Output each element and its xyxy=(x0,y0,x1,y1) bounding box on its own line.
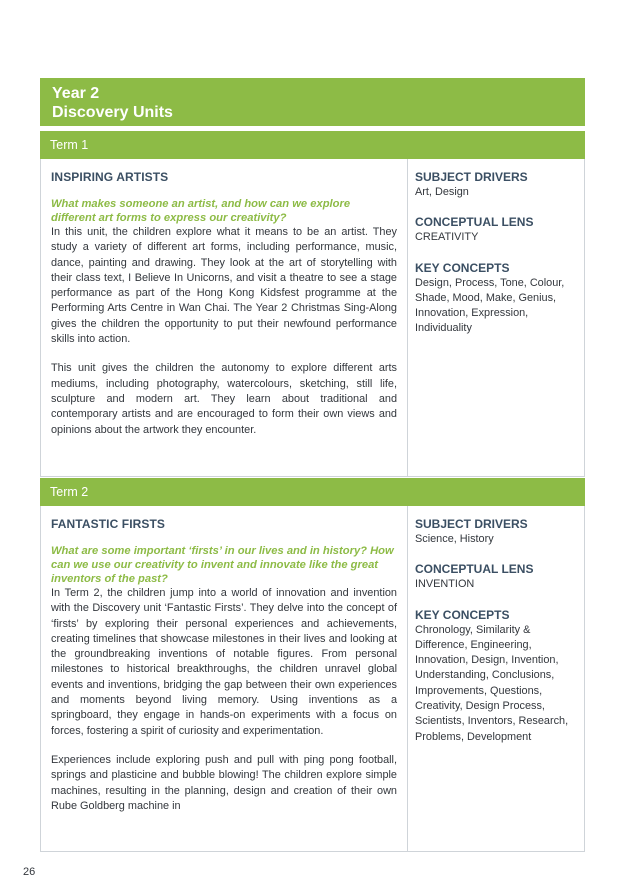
term2-details xyxy=(415,516,580,759)
term2-panel xyxy=(40,506,585,852)
term1-description xyxy=(51,169,397,438)
term2-description xyxy=(51,516,397,814)
column-divider xyxy=(407,159,408,476)
subject-drivers-heading: SUBJECT DRIVERS xyxy=(415,170,528,184)
subject-drivers: Art, Design xyxy=(415,186,469,198)
unit-paragraph-1: In this unit, the children explore what it means to be an artist. They study a variety of different art forms, including performance, music, dance, painting and drawing. They look at the art of storytelling with their class text, I Believe In Unicorns, and visit a theatre to see a stage performance as part of the Hong Kong Kidsfest programme at the Performing Arts Centre in Wan Chai. The Year 2 Christmas Sing-Along gives the children the opportunity to put their newfound performance skills into action. xyxy=(51,226,397,346)
unit-title: INSPIRING ARTISTS xyxy=(51,170,169,184)
unit-question: What are some important ‘firsts’ in our lives and in history? How can we use our creativity to invent and innovate like the great inventors of the past? xyxy=(51,545,394,585)
subject-drivers: Science, History xyxy=(415,533,494,545)
term1-panel xyxy=(40,159,585,477)
conceptual-lens-heading: CONCEPTUAL LENS xyxy=(415,562,534,577)
conceptual-lens: CREATIVITY xyxy=(415,231,479,244)
page-number: 26 xyxy=(23,866,36,878)
column-divider xyxy=(407,506,408,851)
key-concepts: Chronology, Similarity & Difference, Engineering, Innovation, Design, Invention, Understanding, Conclusions, Improvements, Questions, Creativity, Design Process, Scientists, Inventors, Research, Problems, Development xyxy=(415,623,569,743)
conceptual-lens: INVENTION xyxy=(415,578,475,591)
conceptual-lens-heading: CONCEPTUAL LENS xyxy=(415,215,534,230)
unit-paragraph-1: In Term 2, the children jump into a world of innovation and invention with the Discovery unit ‘Fantastic Firsts’. They delve into the concept of ‘firsts’ by exploring their personal experiences and achievements, creating timelines that showcase milestones in their lives and looking at the groundbreaking inventions of notable figures. From personal milestones to historical breakthroughs, the children unravel global events and inventions, bridging the gap between their own experiences and moments beyond living memory. Using inventions as a springboard, they engage in hands-on experiments with a focus on forces, fostering a spirit of curiosity and experimentation. xyxy=(51,587,397,737)
key-concepts: Design, Process, Tone, Colour, Shade, Mood, Make, Genius, Innovation, Expression, Individuality xyxy=(415,276,565,335)
unit-question: What makes someone an artist, and how can we explore different art forms to express our creativity? xyxy=(51,198,351,224)
unit-paragraph-2: This unit gives the children the autonomy to explore different arts mediums, including photography, watercolours, sketching, still life, sculpture and modern art. They learn about traditional and contemporary artists and are encouraged to form their own views and opinions about the artwork they encounter. xyxy=(51,362,397,436)
header-year: Year 2 xyxy=(52,85,100,102)
header-title: Discovery Units xyxy=(52,104,173,121)
key-concepts-heading: KEY CONCEPTS xyxy=(415,260,510,275)
subject-drivers-heading: SUBJECT DRIVERS xyxy=(415,517,528,531)
unit-title: FANTASTIC FIRSTS xyxy=(51,517,166,531)
key-concepts-heading: KEY CONCEPTS xyxy=(415,607,510,622)
page-header xyxy=(40,78,585,126)
unit-paragraph-2: Experiences include exploring push and pull with ping pong football, springs and plasticine and bubble blowing! The children explore simple machines, resulting in the planning, design and creation of their own Rube Goldberg machine in xyxy=(51,753,397,812)
term1-details xyxy=(415,169,580,351)
term1-bar: Term 1 xyxy=(40,131,585,159)
term2-bar: Term 2 xyxy=(40,478,585,506)
